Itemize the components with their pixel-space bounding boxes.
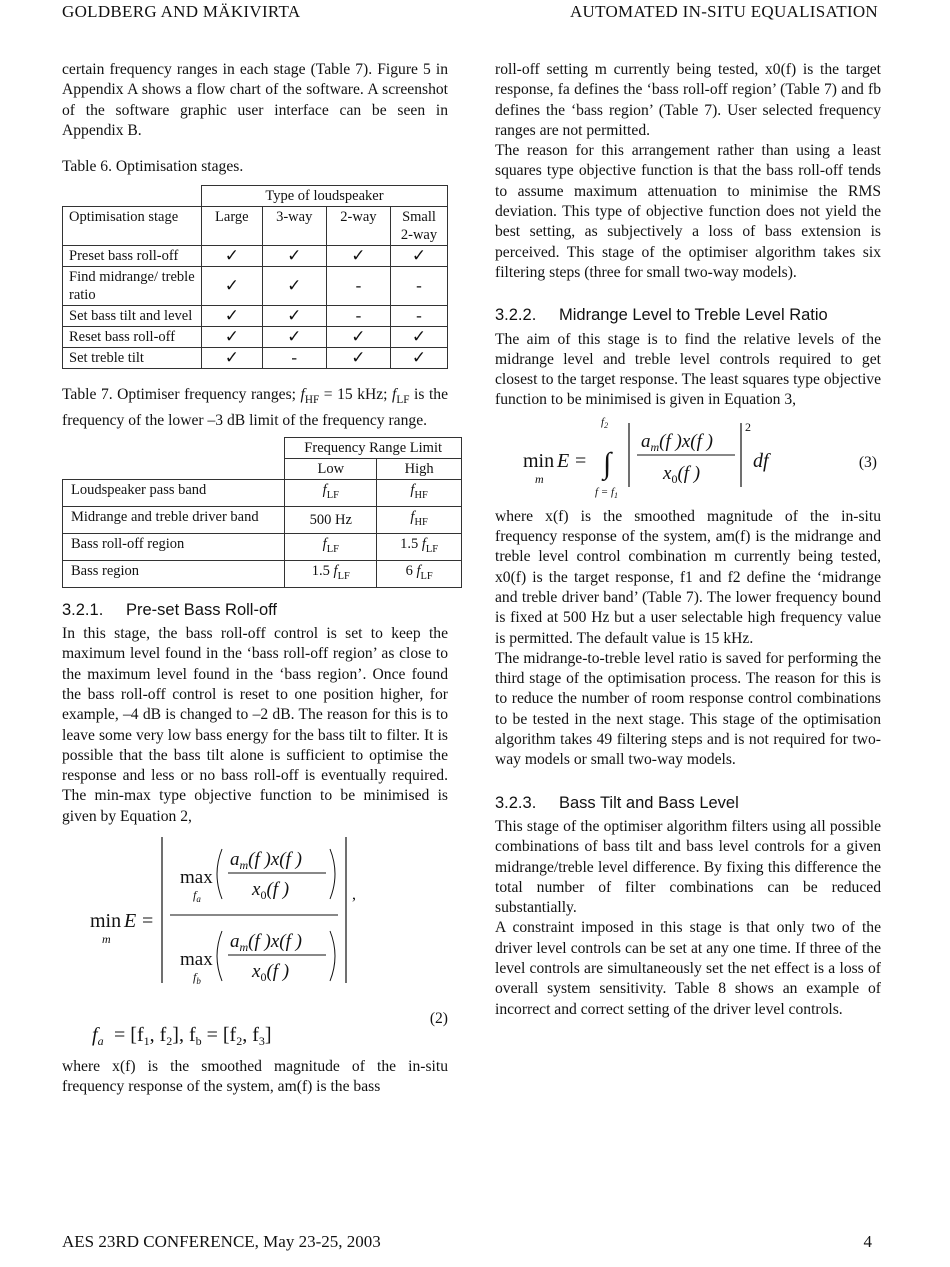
svg-text:= [f1, f2], fb = [f2, f3]: = [$f_1$, $f_2$], $f_b = [f_2$, $f_3$]: [114, 1024, 272, 1049]
row-label: Find midrange/ treble ratio: [63, 267, 202, 306]
row-label: Preset bass roll-off: [63, 246, 202, 267]
running-header-authors: GOLDBERG AND MÄKIVIRTA: [62, 2, 301, 21]
footer-conference: AES 23RD CONFERENCE, May 23-25, 2003: [62, 1232, 381, 1251]
svg-text:=: =: [142, 910, 154, 933]
table-row: [63, 306, 448, 327]
table-cell: ✓: [262, 267, 326, 306]
row-label: Midrange and treble driver band: [63, 507, 285, 534]
equation-2-number: (2): [429, 1010, 448, 1028]
table-cell: ✓: [262, 246, 326, 267]
row-label: Bass roll-off region: [63, 533, 285, 560]
section-3-2-2-heading: [495, 305, 881, 325]
table7-col-low: Low: [285, 459, 377, 480]
table-cell: -: [391, 306, 448, 327]
table-cell: ✓: [202, 306, 263, 327]
right-column: [495, 60, 881, 1020]
svg-text:m: m: [535, 471, 544, 486]
svg-text:=: =: [575, 449, 587, 472]
table-cell: 1.5 $f_{LF}$: [377, 533, 462, 560]
table-cell: ✓: [202, 267, 263, 306]
after-equation-2: where x(f) is the smoothed magnitude of the in-situ frequency response of the system, am(f) is the bass: [62, 1058, 448, 1096]
svg-text:x0(f ): $x_0(f$ ): [663, 462, 701, 486]
row-label: Loudspeaker pass band: [63, 480, 285, 507]
row-label: Reset bass roll-off: [63, 327, 202, 348]
table-cell: -: [262, 348, 326, 369]
svg-text:am(f )x(f ): $a_m(f$ )x(f ): [230, 931, 302, 955]
caption-part: = 15 kHz;: [319, 386, 393, 404]
section-number: 3.2.2.: [495, 306, 537, 325]
paragraph: The reason for this arrangement rather than using a least squares type objective function is that the bass roll-off tends to assume maximum attenuation to minimise the RMS deviation. This type of objective function does not yield the best setting, as subjectively a loss of bass extension is perceived. This stage of the optimiser algorithm takes six filtering steps (three for small two-way models).: [495, 142, 881, 281]
table-cell: $f_{LF}$: [285, 533, 377, 560]
table-cell: ✓: [326, 327, 390, 348]
svg-text:m: m: [102, 932, 111, 947]
svg-text:fa: $f_a$: [92, 1024, 104, 1049]
svg-text:E: E: [557, 449, 570, 472]
table-cell: ✓: [202, 246, 263, 267]
table-cell: $f_{LF}$: [285, 480, 377, 507]
svg-text:df: df: [753, 449, 769, 472]
table-cell: ✓: [202, 348, 263, 369]
table-cell: 500 Hz: [285, 507, 377, 534]
svg-text:,: ,: [352, 886, 356, 904]
svg-text:fa: $f_a$: [193, 888, 201, 905]
svg-text:max: max: [180, 867, 213, 889]
svg-text:min: min: [523, 449, 555, 472]
table-cell: -: [326, 267, 390, 306]
table7-caption: Table 7. Optimiser frequency ranges; $f_{HF} = 15$ kHz; $f_{LF}$ is the frequency of the lower –3 dB limit of the frequency range.: [62, 386, 449, 429]
table-cell: ✓: [262, 306, 326, 327]
table-row: [63, 267, 448, 306]
paragraph: A constraint imposed in this stage is that only two of the driver level controls can be set at any one time. If three of the level controls are simultaneously set the net effect is a loss of overall system sensitivity. Table 8 shows an example of incorrect and correct setting of the driver level controls.: [495, 919, 881, 1018]
svg-text:E: E: [124, 910, 137, 933]
equation-2-graphic: [62, 827, 448, 1057]
svg-text:fb: $f_b$: [193, 970, 201, 987]
table-cell: ✓: [262, 327, 326, 348]
paragraph: The midrange-to-treble level ratio is saved for performing the third stage of the optimisation process. The reason for this is to reduce the number of room response control combinations to be tested in the next stage. This stage of the optimisation algorithm takes 49 filtering steps and is not required for two-way models or small two-way models.: [495, 649, 881, 769]
table-cell: ✓: [391, 327, 448, 348]
svg-text:x0(f ): $x_0(f$ ): [252, 961, 290, 985]
svg-text:am(f )x(f ): $a_m(f$ )x(f ): [641, 430, 713, 454]
table6-col: 2-way: [326, 207, 390, 246]
svg-text:2: 2: [745, 419, 751, 434]
paragraph: where x(f) is the smoothed magnitude of the in-situ frequency response of the system, am(f) is the midrange and treble level control combination m currently being tested, x0(f) is the target response, f1 and f2 define the ‘midrange and treble driver band’ (Table 7). The lower frequency bound is fixed at 500 Hz but a user selectable high frequency value is permitted. The default value is 15 kHz.: [495, 507, 881, 647]
section-title: Midrange Level to Treble Level Ratio: [559, 306, 828, 325]
table-row: [63, 246, 448, 267]
table7-col-high: High: [377, 459, 462, 480]
svg-text:am(f )x(f ): $a_m(f$ )x(f ): [230, 849, 302, 873]
table-cell: $f_{HF}$: [377, 507, 462, 534]
paragraph: This stage of the optimiser algorithm filters using all possible combinations of bass tilt and bass level controls for a given midrange/treble level difference. By fixing this difference the total number of filter combinations can be reduced substantially.: [495, 817, 881, 917]
section-number: 3.2.3.: [495, 793, 537, 812]
intro-paragraph: certain frequency ranges in each stage (Table 7). Figure 5 in Appendix A shows a flow chart of the software. A screenshot of the software graphic user interface can be seen in Appendix B.: [62, 61, 448, 139]
svg-text:min: min: [90, 910, 122, 933]
svg-text:f = f1: $f = f_1$: [595, 485, 619, 500]
table6-caption: Table 6. Optimisation stages.: [62, 158, 244, 176]
table6-col: Small 2-way: [391, 207, 448, 246]
caption-part: Table 7. Optimiser frequency ranges;: [62, 386, 301, 404]
section-3-2-1-heading: [62, 600, 448, 620]
table7-group-header: Frequency Range Limit: [285, 438, 462, 459]
table7: [62, 437, 462, 588]
section-number: 3.2.1.: [62, 600, 104, 619]
table6-col: Large: [202, 207, 263, 246]
svg-text:∫: ∫: [603, 446, 612, 480]
row-label: Set bass tilt and level: [63, 306, 202, 327]
equation-2: [62, 827, 448, 1057]
table-cell: -: [326, 306, 390, 327]
table-cell: ✓: [391, 246, 448, 267]
svg-text:x0(f ): $x_0(f$ ): [252, 879, 290, 903]
svg-text:max: max: [180, 949, 213, 971]
section-3-2-3-heading: [495, 793, 881, 813]
table-cell: ✓: [202, 327, 263, 348]
table-row: [63, 507, 462, 534]
row-label: Bass region: [63, 560, 285, 587]
table6-stage-header: Optimisation stage: [63, 207, 202, 246]
section-3-2-1-body: In this stage, the bass roll-off control is set to keep the maximum level found in the ‘bass roll-off region’ as close to the maximum level found in the ‘bass region’. Once found the bass roll-off control is reset to one position higher, for example, –4 dB is changed to –2 dB. The reason for this is to leave some very low bass energy for the bass tilt to filter. It is possible that the bass tilt alone is sufficient to optimise the response and less or no bass roll-off is eventually required. The min-max type objective function to be minimised is given by Equation 2,: [62, 625, 448, 825]
section-title: Bass Tilt and Bass Level: [559, 793, 739, 812]
equation-3-graphic: [495, 417, 881, 503]
paragraph: The aim of this stage is to find the relative levels of the midrange level and treble level controls required to get closest to the target response. The least squares type objective function to be minimised is given in Equation 3,: [495, 330, 881, 409]
table-cell: 6 $f_{LF}$: [377, 560, 462, 587]
table-cell: -: [391, 267, 448, 306]
table-row: [63, 480, 462, 507]
table-cell: ✓: [326, 348, 390, 369]
section-title: Pre-set Bass Roll-off: [126, 600, 277, 619]
table6: [62, 185, 448, 369]
table-row: [63, 348, 448, 369]
row-label: Set treble tilt: [63, 348, 202, 369]
table-cell: $f_{HF}$: [377, 480, 462, 507]
table6-group-header: Type of loudspeaker: [202, 186, 448, 207]
svg-text:f2: $f_2$: [601, 416, 609, 430]
left-column: [62, 60, 448, 1098]
table-row: [63, 560, 462, 587]
table-cell: ✓: [326, 246, 390, 267]
running-header-title: AUTOMATED IN-SITU EQUALISATION: [569, 2, 878, 21]
page-number: 4: [863, 1232, 872, 1251]
table-row: [63, 327, 448, 348]
table-row: [63, 533, 462, 560]
table6-col: 3-way: [262, 207, 326, 246]
equation-3-number: (3): [858, 453, 877, 471]
equation-3: [495, 417, 881, 503]
paragraph: roll-off setting m currently being tested, x0(f) is the target response, fa defines the ‘bass roll-off region’ (Table 7) and fb defines the ‘bass region’ (Table 7). User selected frequency ranges are not permitted.: [495, 61, 881, 139]
caption-part: is the frequency of the lower –3 dB limit of the frequency range.: [62, 386, 449, 429]
table-cell: 1.5 $f_{LF}$: [285, 560, 377, 587]
table-cell: ✓: [391, 348, 448, 369]
